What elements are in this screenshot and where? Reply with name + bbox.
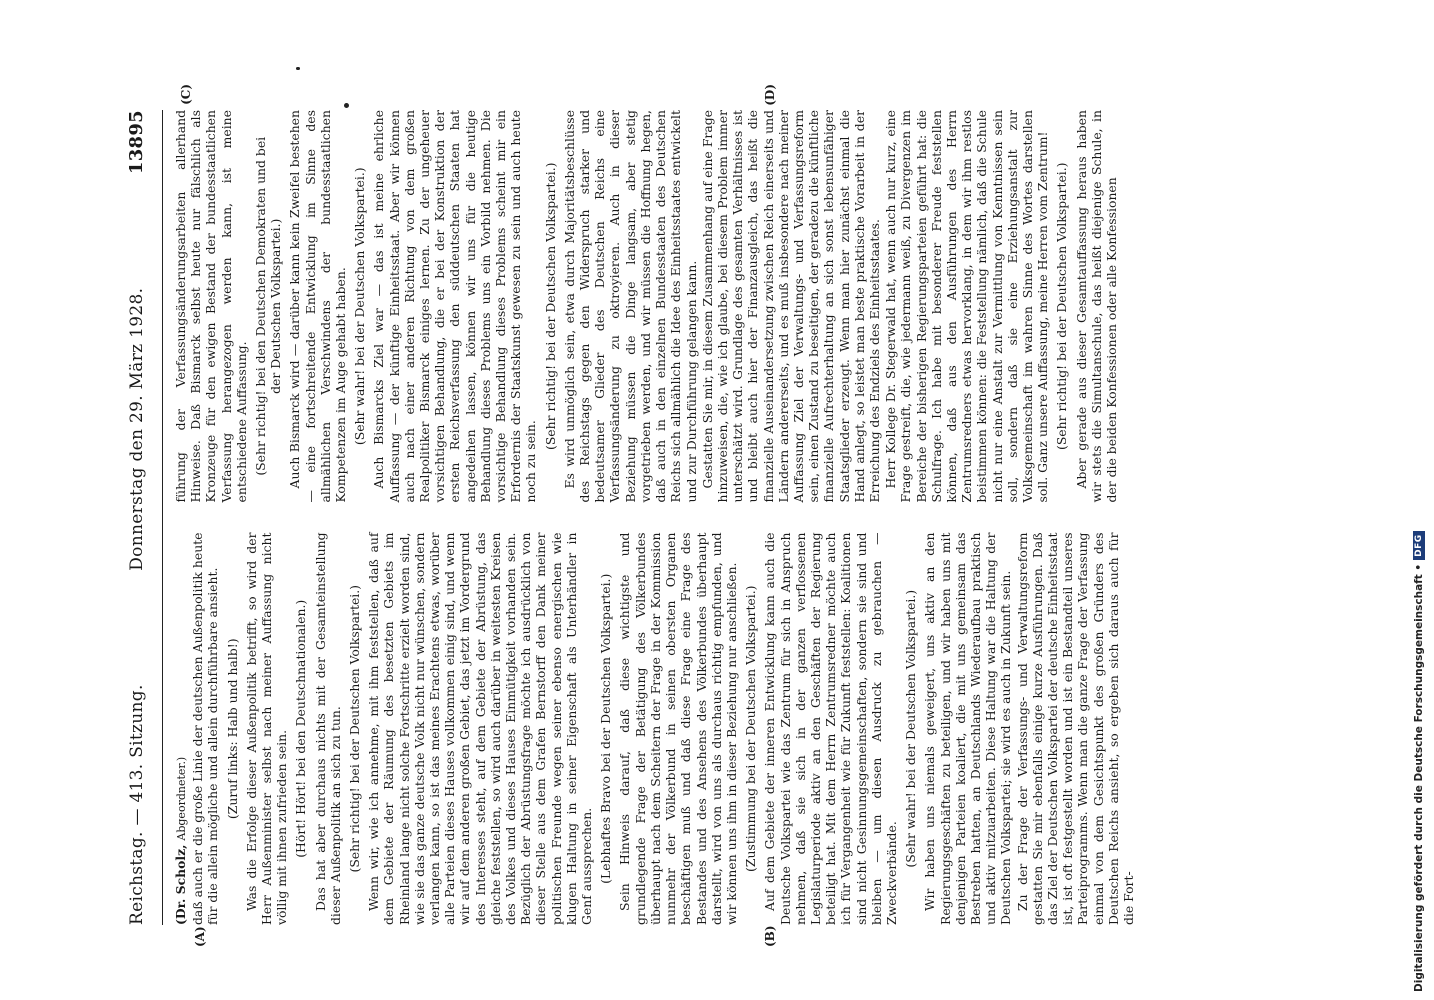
margin-marker-c: (C): [179, 84, 193, 105]
column-left-body: [190, 533, 1136, 926]
speaker-line: [173, 533, 189, 926]
paragraph: Auch Bismarck wird — darüber kann kein Zweifel bestehen — eine fortschreitende Entwicklung im Sinne des allmählichen Verschwindens der bundesstaatlichen Kompetenzen im Auge gehabt haben.: [287, 110, 349, 503]
interjection: (Sehr richtig! bei den Deutschen Demokraten und bei der Deutschen Volkspartei.): [253, 136, 284, 476]
paragraph: Auf dem Gebiete der inneren Entwicklung kann auch die Deutsche Volkspartei wie das Zentrum für sich in Anspruch nehmen, daß sie sich in der ganzen verflossenen Legislaturperiode aktiv an den Geschäften der Regierung beteiligt hat. Mit dem Herrn Zentrumsredner möchte auch ich für Vergangenheit wie für Zukunft feststellen: Koalitionen sind nicht Gesinnungsgemeinschaften, sondern sie sind und bleiben — um diesen Ausdruck zu gebrauchen — Zweckverbände.: [762, 532, 899, 925]
paragraph: Aber gerade aus dieser Gesamtauffassung heraus haben wir stets die Simultanschule, das heißt diejenige Schule, in der die beiden Konfessionen oder alle Konfessionen: [1073, 110, 1119, 503]
paragraph: Herr Kollege Dr. Stegerwald hat, wenn auch nur kurz, eine Frage gestreift, die, wie jedermann weiß, zu Divergenzen im Bereiche der bisherigen Regierungsparteien geführt hat: die Schulfrage. Ich habe mit besonderer Freude feststellen können, daß aus den Ausführungen des Herrn Zentrumsredners etwas hervorklang, in dem wir ihm restlos beistimmen können: die Feststellung nämlich, daß die Schule nicht nur eine Anstalt zur Vermittlung von Kenntnissen sein soll, sondern daß sie eine Erziehungsanstalt zur Volksgemeinschaft im wahren Sinne des Wortes darstellen soll. Ganz unsere Auffassung, meine Herren vom Zentrum!: [883, 110, 1051, 503]
interjection: (Sehr richtig! bei der Deutschen Volkspartei.): [347, 584, 363, 873]
paragraph: Was die Erfolge dieser Außenpolitik betrifft, so wird der Herr Außenminister selbst nach meiner Auffassung nicht völlig mit ihnen zufrieden sein.: [243, 532, 290, 925]
margin-marker-b: (B): [763, 925, 777, 947]
interjection: (Sehr wahr! bei der Deutschen Volkspartei.): [903, 589, 919, 868]
page-number: 13895: [126, 110, 147, 175]
column-right-body: [173, 110, 1119, 503]
paragraph: Das hat aber durchaus nichts mit der Gesamteinstellung dieser Außenpolitik an sich zu tun.: [312, 532, 343, 925]
paragraph: Zu der Frage der Verfassungs- und Verwaltungsreform gestatten Sie mir ebenfalls einige kurze Ausführungen. Daß das Ziel der Deutschen Volkspartei der deutsche Einheitsstaat ist, ist oft festgestellt worden und ist ein Bestandteil unseres Parteiprogramms. Wenn man die ganze Frage der Verfassung einmal von dem Gesichtspunkt des großen Gründers des Deutschen Reichs ansieht, so ergeben sich daraus auch für die Fort-: [1014, 532, 1136, 925]
interjection: (Zuruf links: Halb und halb!): [224, 638, 240, 820]
speaker-role: Abgeordneter.): [175, 756, 188, 841]
credit-text: Digitalisierung gefördert durch die Deutsche Forschungsgemeinschaft •: [1413, 563, 1425, 992]
interjection: (Lebhaftes Bravo bei der Deutschen Volkspartei.): [598, 573, 614, 884]
column-left: [173, 532, 1313, 947]
header-session: Reichstag. — 413. Sitzung.: [127, 684, 147, 925]
page-header: [126, 110, 163, 925]
paragraph: Auch Bismarcks Ziel war — das ist meine ehrliche Auffassung — der künftige Einheitsstaat. Aber wir können auch nach einer anderen Richtung von dem großen Realpolitiker Bismarck einiges lernen. Zu der ungeheuer vorsichtigen Behandlung, die er bei der Konstruktion der ersten Reichsverfassung den süddeutschen Staaten hat angedeihen lassen, können wir uns für die heutige Behandlung dieses Problems uns ein Vorbild nehmen. Die vorsichtige Behandlung dieses Problems scheint mir ein Erfordernis der Staatskunst gewesen zu sein und auch heute noch zu sein.: [371, 110, 539, 503]
interjection: (Sehr wahr! bei der Deutschen Volkspartei.): [352, 167, 368, 446]
interjection: (Hört! Hört! bei den Deutschnationalen.): [293, 599, 309, 858]
margin-marker-d: (D): [763, 84, 777, 106]
paragraph: Wir haben uns niemals geweigert, uns aktiv an den Regierungsgeschäften zu beteiligen, und wir haben uns mit denjenigen Parteien koaliert, die mit uns gemeinsam das Bestreben hatten, an Deutschlands Wiederaufbau praktisch und aktiv mitzuarbeiten. Diese Haltung war die Haltung der Deutschen Volkspartei; sie wird es auch in Zukunft sein.: [922, 532, 1014, 925]
speaker-name: (Dr. Scholz,: [173, 844, 188, 925]
dfg-logo: DFG: [1413, 531, 1425, 560]
paragraph: daß auch er die große Linie der deutschen Außenpolitik heute für die allein mögliche und allein durchführbare ansieht.: [190, 532, 221, 925]
paragraph: Es wird unmöglich sein, etwa durch Majoritätsbeschlüsse des Reichstags gegen den Widerspruch starker und bedeutsamer Glieder des Deutschen Reichs eine Verfassungsänderung zu oktroyieren. Auch in dieser Beziehung müssen die Dinge langsam, aber stetig vorgetrieben werden, und wir müssen die Hoffnung hegen, daß auch in den einzelnen Bundesstaaten des Deutschen Reichs sich allmählich die Idee des Einheitsstaates entwickelt und zur Durchführung gelangen kann.: [561, 110, 699, 503]
paragraph: Sein Hinweis darauf, daß diese wichtigste und grundlegende Frage der Betätigung des Völkerbundes überhaupt nach dem Scheitern der Frage in der Kommission nunmehr der Völkerbund in seinen obersten Organen beschäftigen muß und daß diese Frage eine Frage des Bestandes und des Ansehens des Völkerbundes überhaupt darstellt, wird von uns als durchaus richtig empfunden, und wir können uns ihm in dieser Beziehung nur anschließen.: [617, 532, 739, 925]
interjection: (Sehr richtig! bei der Deutschen Volkspartei.): [1054, 162, 1070, 451]
margin-marker-a: (A): [193, 926, 207, 947]
print-speck: [296, 67, 300, 70]
interjection: (Sehr richtig! bei der Deutschen Volkspartei.): [542, 162, 558, 451]
header-date: Donnerstag den 29. März 1928.: [127, 287, 147, 571]
column-right: [173, 84, 1313, 503]
paragraph: führung der Verfassungsänderungsarbeiten allerhand Hinweise. Daß Bismarck selbst heute nur fälschlich als Kronzeuge für den ewigen Bestand der bundesstaatlichen Verfassung herangezogen werden kann, ist meine entschiedene Auffassung.: [173, 110, 249, 503]
paragraph: Wenn wir, wie ich annehme, mit ihm feststellen, daß auf dem Gebiete der Räumung des besetzten Gebiets im Rheinland lange nicht solche Fortschritte erzielt worden sind, wie sie das ganze deutsche Volk nicht nur wünschen, sondern verlangen kann, so ist das meines Erachtens etwas, worüber alle Parteien dieses Hauses vollkommen einig sind, und wenn wir auf dem anderen großen Gebiet, das jetzt im Vordergrund des Interesses steht, auf dem Gebiete der Abrüstung, das gleiche feststellen, so wird auch darüber in weitesten Kreisen des Volkes und dieses Hauses Einmütigkeit vorhanden sein. Bezüglich der Abrüstungsfrage möchte ich ausdrücklich von dieser Stelle aus dem Grafen Bernstorff den Dank meiner politischen Freunde wegen seiner ebenso energischen wie klugen Haltung in seiner Eigenschaft als Unterhändler in Genf aussprechen.: [366, 532, 595, 925]
interjection: (Zustimmung bei der Deutschen Volkspartei.): [743, 585, 759, 872]
paragraph: Gestatten Sie mir, in diesem Zusammenhang auf eine Frage hinzuweisen, die, wie ich glaube, bei diesem Problem immer unterschätzt wird. Grundlage des gesamten Verhältnisses ist und bleibt auch hier der Finanzausgleich, das heißt die finanzielle Auseinandersetzung zwischen Reich einerseits und Ländern andererseits, und es muß insbesondere nach meiner Auffassung Ziel der Verwaltungs- und Verfassungsreform sein, einen Zustand zu beseitigen, der geradezu die künftliche finanzielle Aufrechterhaltung an sich sonst lebensunfähiger Staatsglieder erzeugt. Wenn man hier zunächst einmal die Hand anlegt, so leistet man beste praktische Vorarbeit in der Erreichung des Endziels des Einheitsstaates.: [699, 110, 882, 503]
rotated-document-page: [120, 84, 1315, 947]
text-columns: [163, 84, 1313, 947]
digitization-credit: [1413, 531, 1425, 992]
